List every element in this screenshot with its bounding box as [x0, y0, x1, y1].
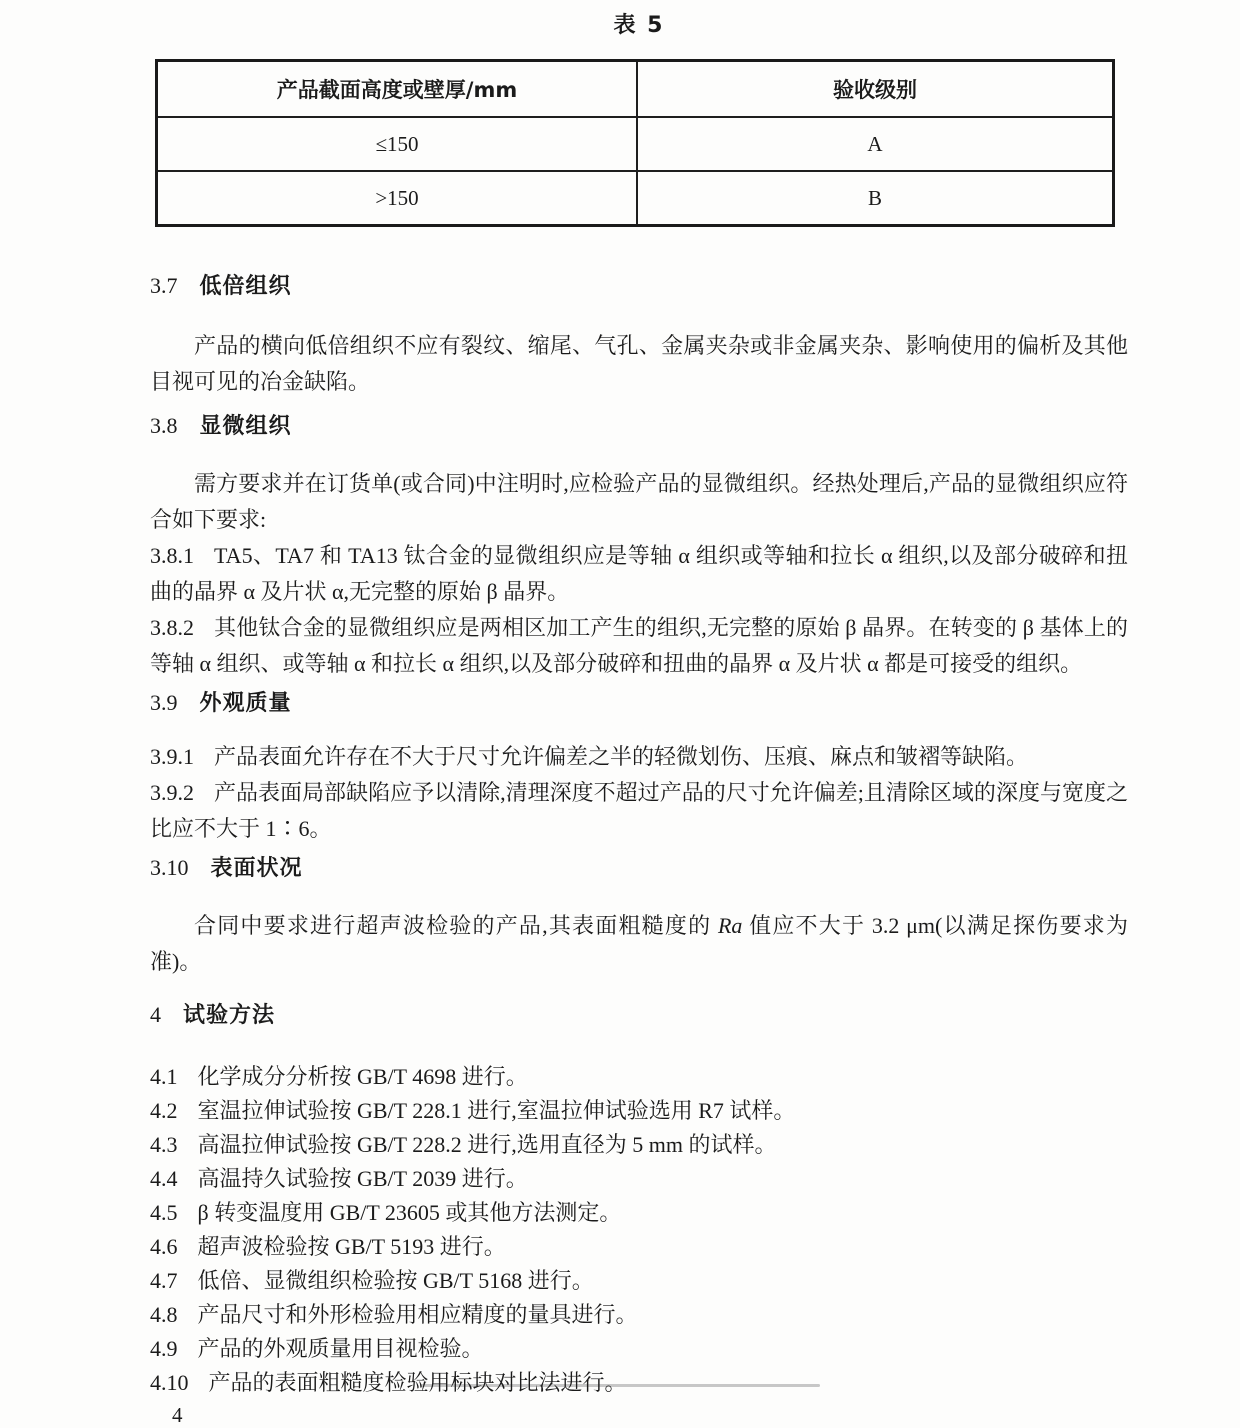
section-title: 低倍组织 [199, 274, 292, 299]
clause-text: 化学成分分析按 GB/T 4698 进行。 [197, 1064, 528, 1089]
clause-number: 3.9.1 [150, 744, 194, 769]
clause-item [150, 1303, 1128, 1327]
table-header-row [157, 61, 1114, 118]
clause-item [150, 610, 1128, 682]
clause-number: 4.8 [150, 1302, 178, 1327]
table-header-size: 产品截面高度或壁厚/mm [157, 61, 638, 118]
section-title: 外观质量 [199, 691, 292, 716]
clause-number: 4.7 [150, 1268, 178, 1293]
section-heading-3-10 [150, 855, 1128, 882]
section-title: 表面状况 [210, 856, 303, 881]
table-cell-size: ≤150 [157, 117, 638, 171]
clause-item [150, 1167, 1128, 1191]
clause-item [150, 739, 1128, 775]
section-heading-3-9 [150, 690, 1128, 717]
section-heading-3-8 [150, 413, 1128, 440]
table-row [157, 171, 1114, 226]
clause-number: 4.9 [150, 1336, 178, 1361]
paragraph-text: 合同中要求进行超声波检验的产品,其表面粗糙度的 [194, 913, 718, 938]
clause-text: 产品的外观质量用目视检验。 [197, 1336, 484, 1361]
table-cell-grade: B [637, 171, 1114, 226]
clause-number: 4.1 [150, 1064, 178, 1089]
paragraph-text: 值应不大于 3.2 μm(以满足探伤要求为准)。 [150, 913, 1128, 974]
clause-item [150, 1269, 1128, 1293]
clause-item [150, 775, 1128, 847]
table-caption: 表 5 [613, 13, 665, 38]
section-heading-4 [150, 1002, 1128, 1029]
acceptance-grade-table [155, 59, 1115, 227]
clause-item [150, 1235, 1128, 1259]
section-heading-3-7 [150, 273, 1128, 300]
clause-item [150, 1133, 1128, 1157]
clause-number: 4.6 [150, 1234, 178, 1259]
clause-number: 3.9.2 [150, 780, 194, 805]
table-cell-grade: A [637, 117, 1114, 171]
clause-text: 高温拉伸试验按 GB/T 228.2 进行,选用直径为 5 mm 的试样。 [197, 1132, 777, 1157]
section-number: 3.8 [150, 413, 178, 438]
clause-text: TA5、TA7 和 TA13 钛合金的显微组织应是等轴 α 组织或等轴和拉长 α 组织,以及部分破碎和扭曲的晶界 α 及片状 α,无完整的原始 β 晶界。 [150, 543, 1128, 604]
ra-symbol: Ra [717, 913, 743, 938]
test-method-list [150, 1065, 1128, 1395]
section-number: 3.10 [150, 855, 189, 880]
clause-item [150, 1099, 1128, 1123]
clause-number: 4.5 [150, 1200, 178, 1225]
clause-text: 其他钛合金的显微组织应是两相区加工产生的组织,无完整的原始 β 晶界。在转变的 β 基体上的等轴 α 组织、或等轴 α 和拉长 α 组织,以及部分破碎和扭曲的晶界 α 及片状 α 都是可接受的组织。 [150, 615, 1128, 676]
clause-item [150, 538, 1128, 610]
clause-text: 低倍、显微组织检验按 GB/T 5168 进行。 [197, 1268, 594, 1293]
section-number: 3.9 [150, 690, 178, 715]
clause-text: 产品的表面粗糙度检验用标块对比法进行。 [208, 1370, 627, 1395]
clause-number: 3.8.1 [150, 543, 194, 568]
section-number: 3.7 [150, 273, 178, 298]
section-title: 显微组织 [199, 414, 292, 439]
clause-number: 3.8.2 [150, 615, 194, 640]
clause-text: 高温持久试验按 GB/T 2039 进行。 [197, 1166, 528, 1191]
clause-item [150, 1371, 1128, 1395]
table-header-grade: 验收级别 [637, 61, 1114, 118]
clause-item [150, 1337, 1128, 1361]
clause-number: 4.3 [150, 1132, 178, 1157]
clause-number: 4.4 [150, 1166, 178, 1191]
clause-item [150, 1201, 1128, 1225]
table-row [157, 117, 1114, 171]
section-number: 4 [150, 1002, 161, 1027]
clause-text: 室温拉伸试验按 GB/T 228.1 进行,室温拉伸试验选用 R7 试样。 [197, 1098, 796, 1123]
clause-text: 超声波检验按 GB/T 5193 进行。 [197, 1234, 506, 1259]
paragraph: 产品的横向低倍组织不应有裂纹、缩尾、气孔、金属夹杂或非金属夹杂、影响使用的偏析及其他目视可见的冶金缺陷。 [150, 333, 1128, 394]
clause-text: 产品尺寸和外形检验用相应精度的量具进行。 [197, 1302, 638, 1327]
paragraph [150, 908, 1128, 980]
clause-text: 产品表面局部缺陷应予以清除,清理深度不超过产品的尺寸允许偏差;且清除区域的深度与宽度之比应不大于 1∶6。 [150, 780, 1128, 841]
paragraph: 需方要求并在订货单(或合同)中注明时,应检验产品的显微组织。经热处理后,产品的显微组织应符合如下要求: [150, 471, 1128, 532]
clause-number: 4.10 [150, 1370, 189, 1395]
table-cell-size: >150 [157, 171, 638, 226]
clause-number: 4.2 [150, 1098, 178, 1123]
clause-text: β 转变温度用 GB/T 23605 或其他方法测定。 [197, 1200, 622, 1225]
clause-text: 产品表面允许存在不大于尺寸允许偏差之半的轻微划伤、压痕、麻点和皱褶等缺陷。 [214, 744, 1029, 769]
section-title: 试验方法 [183, 1003, 276, 1028]
scan-artifact [420, 1384, 820, 1387]
page-number: 4 [172, 1403, 183, 1427]
clause-item [150, 1065, 1128, 1089]
